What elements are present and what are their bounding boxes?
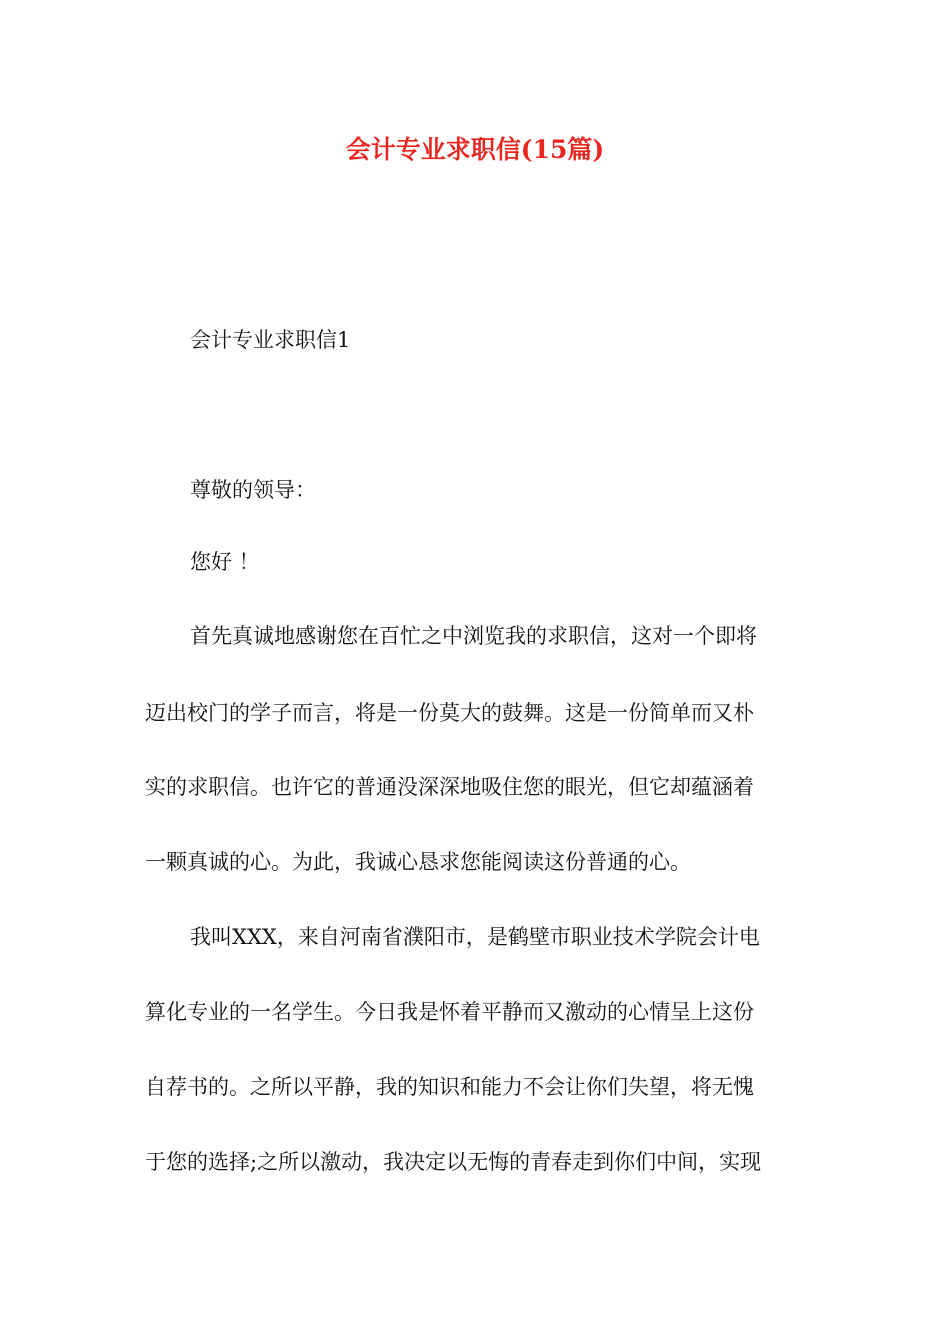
- paragraph-line: 迈出校门的学子而言，将是一份莫大的鼓舞。这是一份简单而又朴: [145, 701, 754, 725]
- salutation: 尊敬的领导：: [190, 478, 316, 502]
- paragraph-line: 算化专业的一名学生。今日我是怀着平静而又激动的心情呈上这份: [145, 1000, 754, 1024]
- greeting: 您好 ！: [190, 550, 260, 574]
- paragraph-line: 首先真诚地感谢您在百忙之中浏览我的求职信，这对一个即将: [190, 624, 757, 648]
- paragraph-line: 我叫XXX，来自河南省濮阳市，是鹤壁市职业技术学院会计电: [190, 925, 760, 949]
- paragraph-line: 一颗真诚的心。为此，我诚心恳求您能阅读这份普通的心。: [145, 850, 691, 874]
- document-title: 会计专业求职信(15篇): [345, 135, 605, 164]
- section-heading: 会计专业求职信1: [190, 328, 351, 352]
- paragraph-line: 自荐书的。之所以平静，我的知识和能力不会让你们失望，将无愧: [145, 1075, 754, 1099]
- paragraph-line: 实的求职信。也许它的普通没深深地吸住您的眼光，但它却蕴涵着: [145, 775, 754, 799]
- paragraph-line: 于您的选择;之所以激动，我决定以无悔的青春走到你们中间，实现: [145, 1150, 762, 1174]
